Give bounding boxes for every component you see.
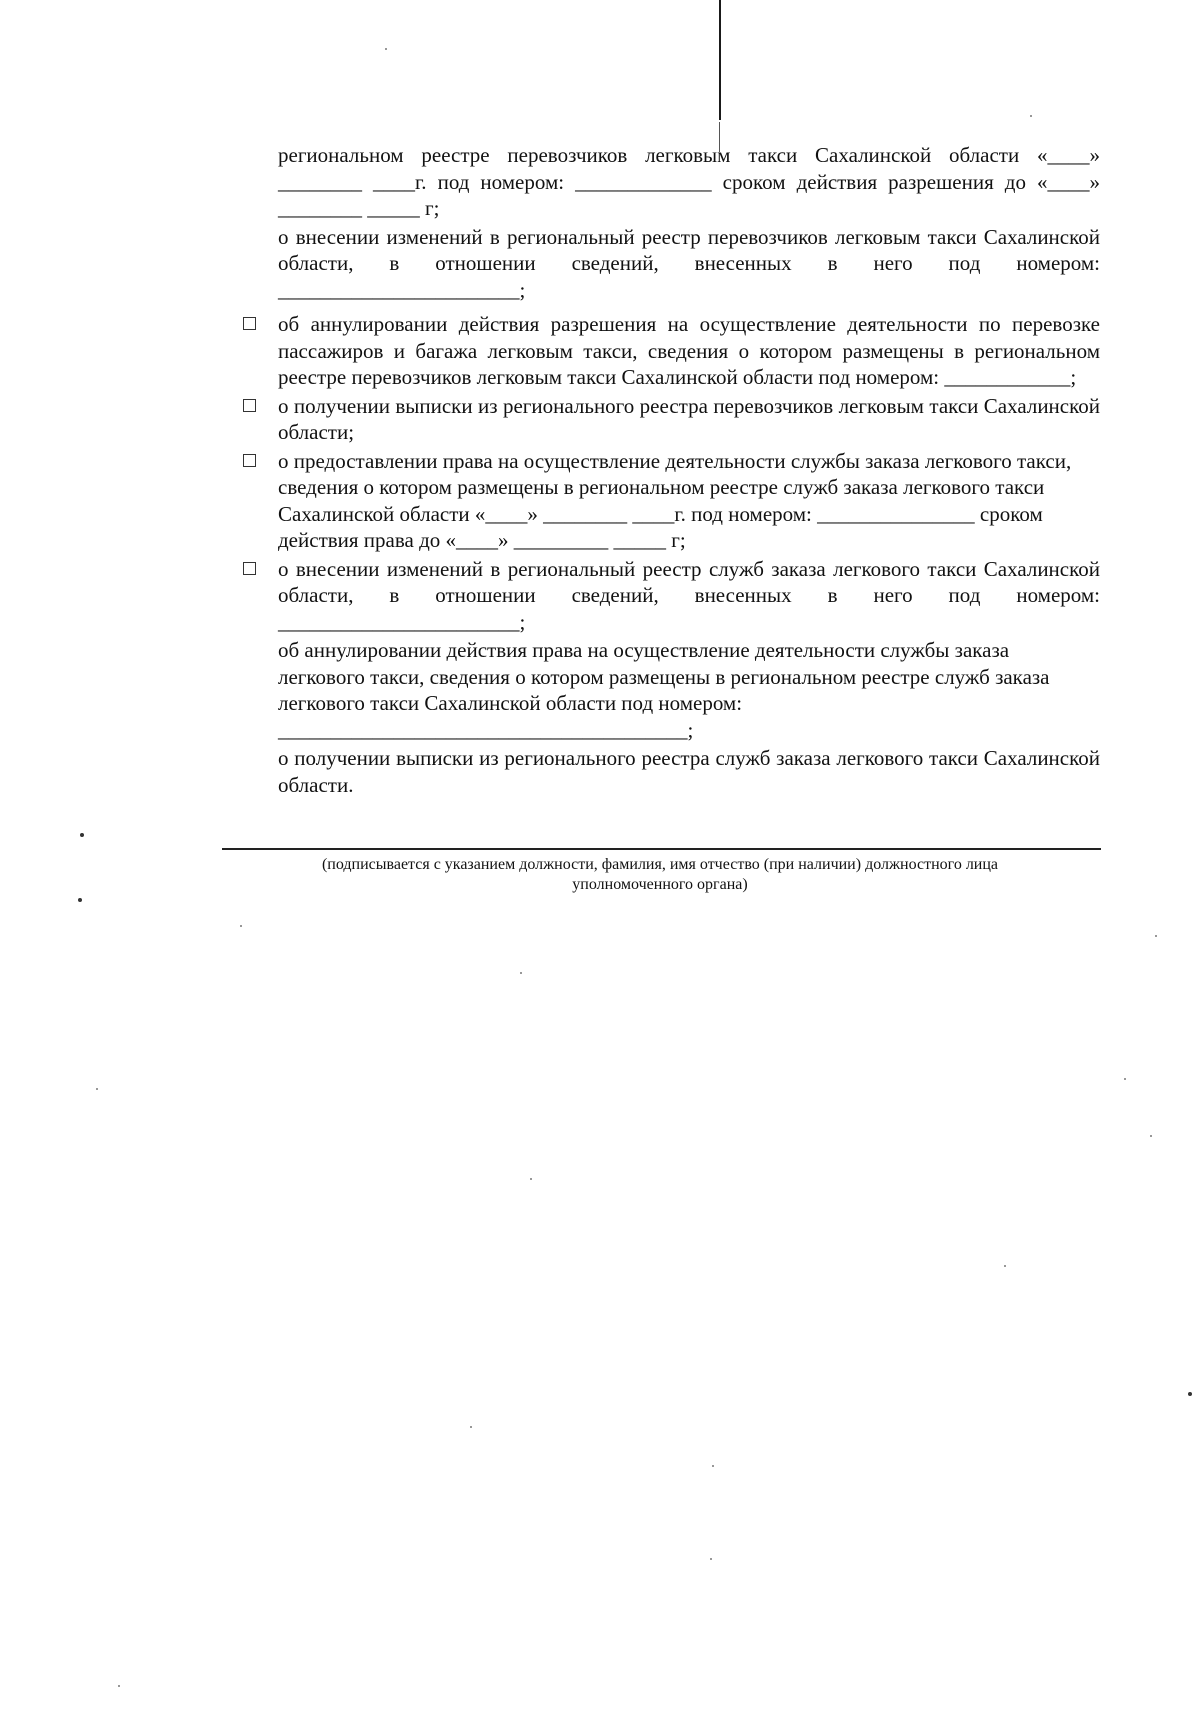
- scan-speck: [240, 925, 242, 927]
- scan-fold-line: [719, 0, 721, 120]
- checkbox-grant-dispatch-right[interactable]: [243, 454, 256, 467]
- scan-speck: [78, 898, 82, 902]
- scan-speck: [710, 1558, 712, 1560]
- scan-speck: [1150, 1135, 1152, 1137]
- paragraph-register-entry: региональном реестре перевозчиков легковым такси Сахалинской области «____» ________ ____г. под номером: _____________ сроком действия разрешения до «____» ________ _____ г;: [278, 143, 1100, 220]
- checkbox-carrier-extract[interactable]: [243, 399, 256, 412]
- paragraph-amend-dispatch-register: о внесении изменений в региональный реестр служб заказа легкового такси Сахалинской области, в отношении сведений, внесенных в него под номером: _______________________;: [278, 556, 1100, 636]
- checkbox-cancel-permit[interactable]: [243, 317, 256, 330]
- scan-speck: [118, 1685, 120, 1687]
- scan-speck: [385, 48, 387, 50]
- paragraph-cancel-dispatch-right: об аннулировании действия права на осуществление деятельности службы заказа легкового такси, сведения о котором размещены в региональном реестре служб заказа легкового такси Сахалинской области под номером: _______________________________________;: [278, 638, 1050, 742]
- scan-speck: [1155, 935, 1157, 937]
- signature-caption: [240, 855, 1080, 895]
- signature-caption-line-2: уполномоченного органа): [572, 876, 748, 893]
- scan-speck: [96, 1088, 98, 1090]
- signature-line: [222, 848, 1101, 850]
- scan-speck: [80, 833, 84, 837]
- scan-speck: [1030, 115, 1032, 117]
- paragraph-cancel-permit: об аннулировании действия разрешения на осуществление деятельности по перевозке пассажиров и багажа легковым такси, сведения о котором размещены в региональном реестре перевозчиков легковым такси Сахалинской области под номером: ____________;: [278, 311, 1100, 391]
- paragraph-amend-carrier-register: о внесении изменений в региональный реестр перевозчиков легковым такси Сахалинской области, в отношении сведений, внесенных в него под номером: _______________________;: [278, 224, 1100, 302]
- paragraph-grant-dispatch-right: о предоставлении права на осуществление деятельности службы заказа легкового такси, сведения о котором размещены в региональном реестре служб заказа легкового такси Сахалинской области «____» ________ ____г. под номером: _______________ сроком действия права до «____» _________ _____ г;: [278, 448, 1100, 554]
- document-body: [278, 142, 1100, 800]
- scan-speck: [1124, 1078, 1126, 1080]
- scan-speck: [712, 1465, 714, 1467]
- scan-speck: [470, 1426, 472, 1428]
- scan-speck: [530, 1178, 532, 1180]
- checkbox-amend-dispatch-register[interactable]: [243, 562, 256, 575]
- scan-speck: [1004, 1265, 1006, 1267]
- signature-caption-line-1: (подписывается с указанием должности, фамилия, имя отчество (при наличии) должностного лица: [321, 856, 999, 873]
- scan-speck: [520, 972, 522, 974]
- paragraph-carrier-extract: о получении выписки из регионального реестра перевозчиков легковым такси Сахалинской области;: [278, 393, 1100, 446]
- paragraph-dispatch-extract: о получении выписки из регионального реестра служб заказа легкового такси Сахалинской области.: [278, 746, 1100, 797]
- scan-speck: [1188, 1392, 1192, 1396]
